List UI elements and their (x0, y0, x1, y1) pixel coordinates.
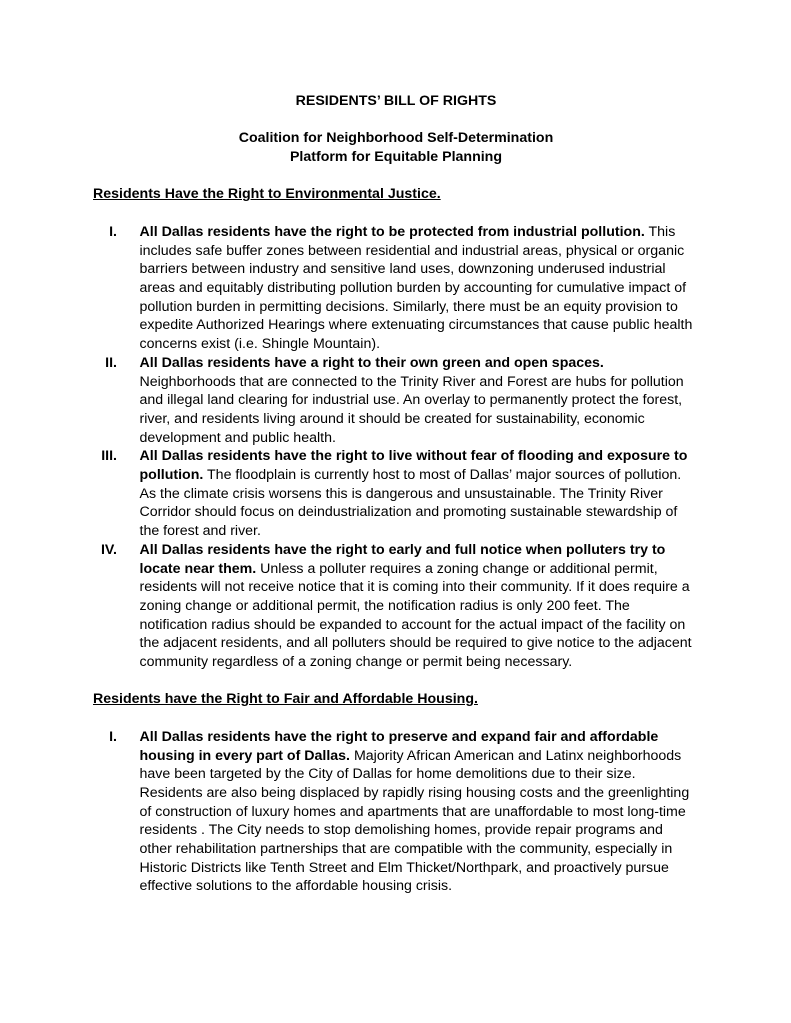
list-item-text: This includes safe buffer zones between residential and industrial areas, physical or organic barriers between industry and sensitive land uses, downzoning underused industrial areas and equitably distributing pollution burden by accounting for cumulative impact of pollution burden in permitting decisions. Similarly, there must be an equity provision to expedite Authorized Hearings where extenuating circumstances that cause public health concerns exist (i.e. Shingle Mountain). (139, 223, 693, 353)
document-subtitle-line-1: Coalition for Neighborhood Self-Determination (238, 130, 554, 147)
list-numeral: IV. (100, 541, 117, 558)
list-item-lead: All Dallas residents have a right to their own green and open spaces. (139, 354, 604, 371)
list-item-text: Majority African American and Latinx neighborhoods have been targeted by the City of Dallas for home demolitions due to their size. Residents are also being displaced by rapidly rising housing costs and the greenlighting of construction of luxury homes and apartments that are unaffordable to most long-time residents . The City needs to stop demolishing homes, provide repair programs and other rehabilitation partnerships that are compatible with the community, especially in Historic Districts like Tenth Street and Elm Thicket/Northpark, and proactively pursue effective solutions to the affordable housing crisis. (139, 747, 690, 895)
blank-line (93, 672, 699, 691)
list-item-lead: All Dallas residents have the right to preserve and expand fair and affordable housing in every part of Dallas. (139, 728, 659, 764)
document-subtitle-line-2: Platform for Equitable Planning (289, 149, 503, 166)
list-numeral: I. (109, 223, 117, 240)
section-heading-environmental-justice: Residents Have the Right to Environmental Justice. (93, 186, 441, 203)
list-item-lead: All Dallas residents have the right to be protected from industrial pollution. (139, 223, 645, 240)
list-item-text: Neighborhoods that are connected to the Trinity River and Forest are hubs for pollution and illegal land clearing for industrial use. An overlay to permanently protect the forest, river, and residents living around it should be created for sustainability, economic development and public health. (139, 373, 684, 446)
list-item-lead: All Dallas residents have the right to live without fear of flooding and exposure to pollution. (139, 448, 688, 484)
list-item-ej-3 (93, 447, 699, 541)
section-heading-affordable-housing: Residents have the Right to Fair and Affordable Housing. (93, 691, 478, 708)
list-item-ej-4 (93, 541, 699, 672)
list-item-lead: All Dallas residents have the right to early and full notice when polluters try to locate near them. (139, 541, 666, 577)
list-item-text: Unless a polluter requires a zoning change or additional permit, residents will not receive notice that it is coming into their community. If it does require a zoning change or additional permit, the notification radius is only 200 feet. The notification radius should be expanded to account for the actual impact of the facility on the adjacent residents, and all polluters should be required to give notice to the adjacent community regardless of a zoning change or permit being necessary. (139, 560, 692, 671)
list-item-text: The floodplain is currently host to most of Dallas’ major sources of pollution. As the climate crisis worsens this is dangerous and unsustainable. The Trinity River Corridor should focus on deindustrialization and promoting sustainable stewardship of the forest and river. (139, 467, 682, 540)
blank-line (93, 111, 699, 130)
document-title: RESIDENTS’ BILL OF RIGHTS (295, 93, 497, 109)
blank-line (93, 167, 699, 186)
list-item-ej-1 (93, 223, 699, 354)
list-numeral: III. (101, 448, 117, 465)
list-numeral: I. (109, 728, 117, 745)
blank-line (93, 204, 699, 223)
list-item-housing-1 (93, 728, 699, 896)
list-numeral: II. (105, 354, 117, 371)
blank-line (93, 709, 699, 728)
list-item-ej-2 (93, 354, 699, 448)
